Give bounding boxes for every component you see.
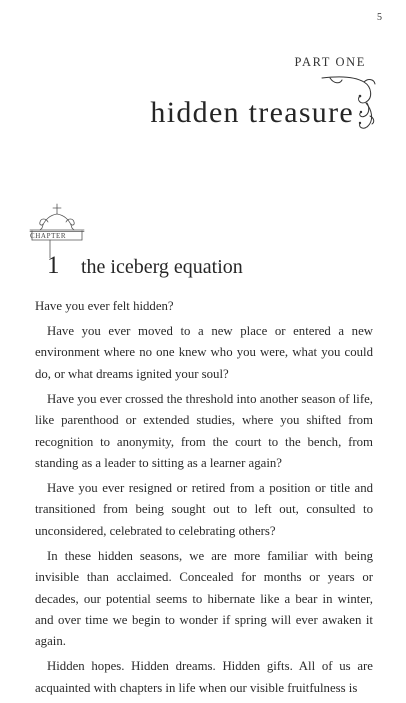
chapter-ornament: [26, 200, 88, 260]
paragraph: Have you ever resigned or retired from a position or title and transitioned from being sought out to left out, consulted to unconsidered, celebrated to celebrating others?: [35, 481, 373, 538]
paragraph: Have you ever crossed the threshold into another season of life, like parenthood or extended studies, where you shifted from recognition to anonymity, from the court to the bench, from standing as a leader to sitting as a learner again?: [35, 391, 373, 471]
part-label: PART ONE: [294, 55, 366, 69]
paragraph: Have you ever felt hidden?: [35, 299, 174, 313]
paragraph: Hidden hopes. Hidden dreams. Hidden gifts. All of us are acquainted with chapters in life when our visible fruitfulness is: [35, 659, 373, 695]
chapter-title: the iceberg equation: [81, 256, 243, 278]
paragraph: In these hidden seasons, we are more familiar with being invisible than acclaimed. Concealed for months or years or decades, our potential seems to hibernate like a bear in winter, and over time we begin to wonder if spring will ever awaken it again.: [35, 548, 373, 649]
chapter-number: 1: [47, 252, 60, 279]
part-title: hidden treasure: [150, 96, 354, 129]
page-number: 5: [377, 12, 382, 23]
paragraph: Have you ever moved to a new place or entered a new environment where no one knew who you were, what you could do, or what dreams ignited your soul?: [35, 324, 373, 381]
chapter-tag: CHAPTER: [30, 232, 67, 240]
body-text: [35, 296, 373, 703]
